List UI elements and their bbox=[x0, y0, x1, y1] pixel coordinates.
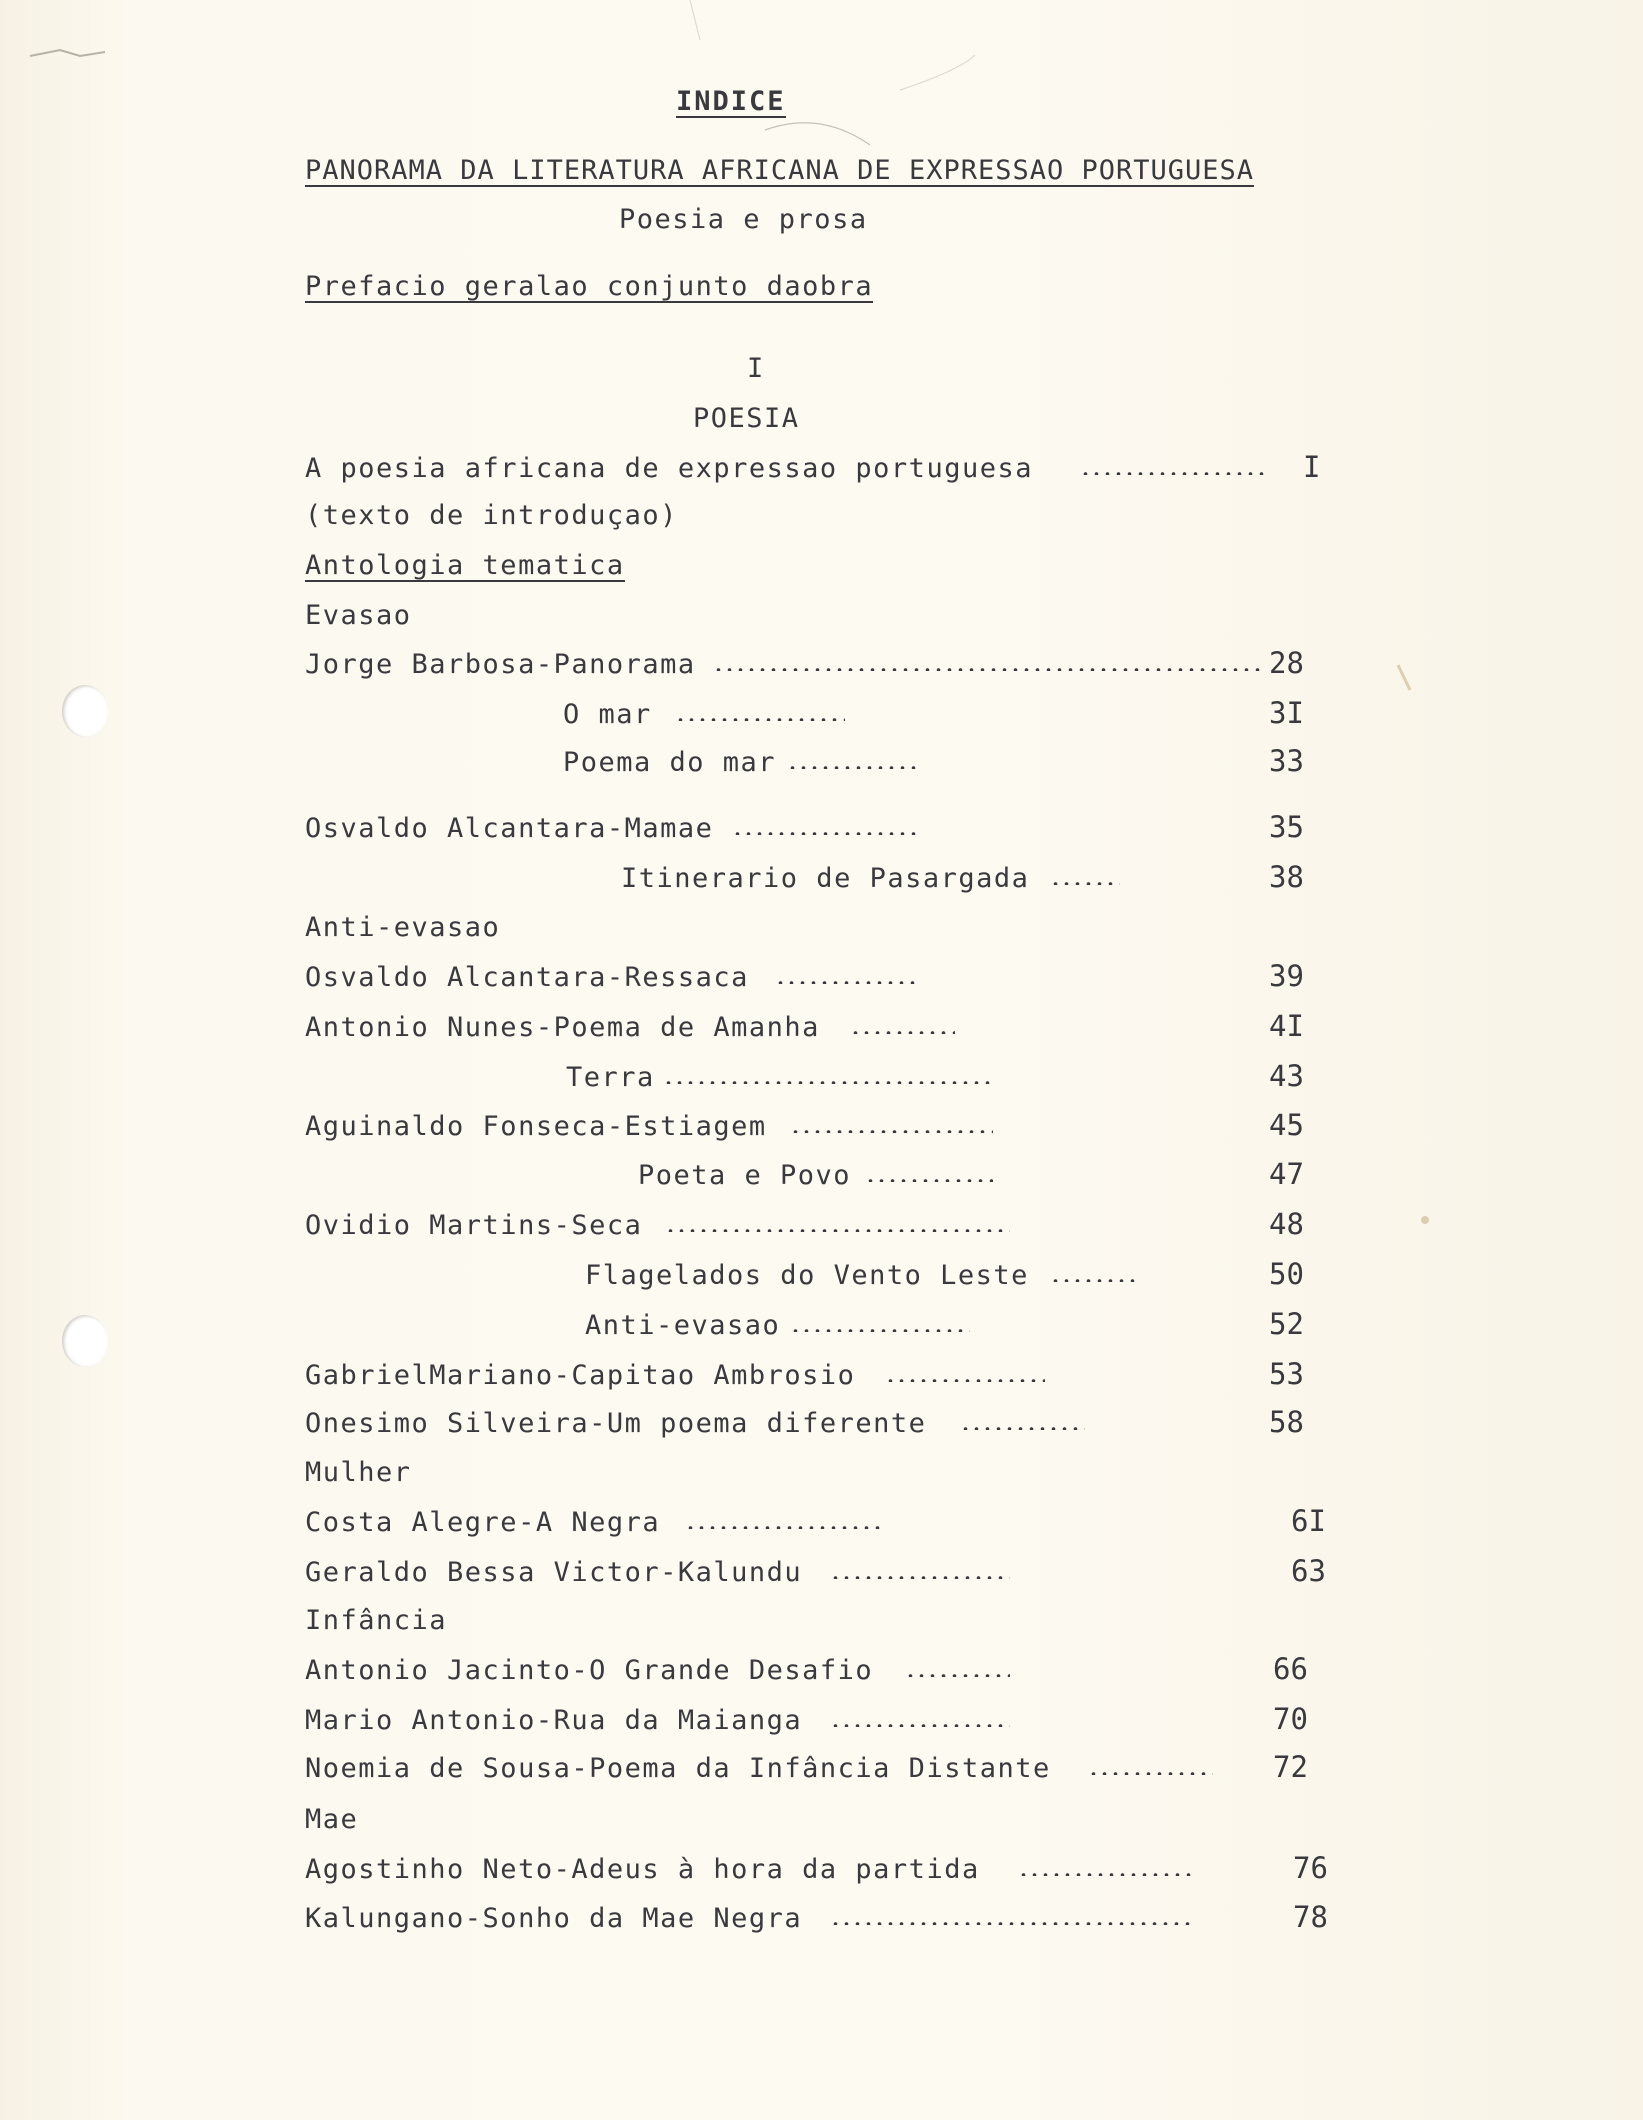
toc-entry: Aguinaldo Fonseca-Estiagem bbox=[305, 1111, 767, 1142]
category-mae: Mae bbox=[305, 1804, 359, 1835]
intro-note: (texto de introduçao) bbox=[305, 500, 678, 531]
toc-page: 4I bbox=[1269, 1009, 1304, 1043]
toc-entry: Ovidio Martins-Seca bbox=[305, 1210, 643, 1241]
toc-page: 66 bbox=[1273, 1652, 1308, 1686]
toc-entry: Kalungano-Sonho da Mae Negra bbox=[305, 1903, 803, 1934]
category-mulher: Mulher bbox=[305, 1457, 412, 1488]
toc-page: 50 bbox=[1269, 1257, 1304, 1291]
toc-entry: Poeta e Povo bbox=[638, 1160, 852, 1191]
toc-page: 78 bbox=[1293, 1900, 1328, 1934]
toc-entry: Costa Alegre-A Negra bbox=[305, 1507, 661, 1538]
toc-page: 53 bbox=[1269, 1357, 1304, 1391]
category-evasao: Evasao bbox=[305, 600, 412, 631]
toc-entry: Itinerario de Pasargada bbox=[621, 863, 1030, 894]
index-title: INDICE bbox=[676, 86, 786, 117]
toc-entry: Flagelados do Vento Leste bbox=[585, 1260, 1029, 1291]
section-name: POESIA bbox=[693, 403, 800, 434]
toc-page: 28 bbox=[1269, 646, 1304, 680]
toc-page: 33 bbox=[1269, 744, 1304, 778]
toc-entry: O mar bbox=[563, 699, 652, 730]
toc-entry: Osvaldo Alcantara-Mamae bbox=[305, 813, 714, 844]
toc-page: 35 bbox=[1269, 810, 1304, 844]
toc-page: 38 bbox=[1269, 860, 1304, 894]
toc-entry: Jorge Barbosa-Panorama bbox=[305, 649, 696, 680]
toc-entry: Antonio Nunes-Poema de Amanha bbox=[305, 1012, 820, 1043]
intro-page: I bbox=[1303, 450, 1321, 484]
toc-entry: Agostinho Neto-Adeus à hora da partida bbox=[305, 1854, 980, 1885]
toc-page: 43 bbox=[1269, 1059, 1304, 1093]
toc-page: 6I bbox=[1291, 1504, 1326, 1538]
toc-entry: Onesimo Silveira-Um poema diferente bbox=[305, 1408, 927, 1439]
toc-entry: Antonio Jacinto-O Grande Desafio bbox=[305, 1655, 874, 1686]
toc-page: 3I bbox=[1269, 696, 1304, 730]
toc-page: 48 bbox=[1269, 1207, 1304, 1241]
main-title: PANORAMA DA LITERATURA AFRICANA DE EXPRESSAO PORTUGUESA bbox=[305, 155, 1255, 186]
toc-entry: Osvaldo Alcantara-Ressaca bbox=[305, 962, 749, 993]
toc-page: 39 bbox=[1269, 959, 1304, 993]
toc-page: 47 bbox=[1269, 1157, 1304, 1191]
anthology-label: Antologia tematica bbox=[305, 550, 625, 581]
toc-entry: GabrielMariano-Capitao Ambrosio bbox=[305, 1360, 856, 1391]
toc-page: 63 bbox=[1291, 1554, 1326, 1588]
section-numeral: I bbox=[747, 353, 765, 384]
subtitle: Poesia e prosa bbox=[619, 204, 868, 235]
category-infancia: Infância bbox=[305, 1605, 448, 1636]
preface-line: Prefacio geralao conjunto daobra bbox=[305, 271, 874, 302]
toc-entry: Geraldo Bessa Victor-Kalundu bbox=[305, 1557, 803, 1588]
toc-entry: Poema do mar bbox=[563, 747, 777, 778]
toc-entry: Terra bbox=[566, 1062, 655, 1093]
toc-page: 76 bbox=[1293, 1851, 1328, 1885]
toc-entry: Anti-evasao bbox=[585, 1310, 781, 1341]
toc-entry: Mario Antonio-Rua da Maianga bbox=[305, 1705, 803, 1736]
toc-page: 72 bbox=[1273, 1750, 1308, 1784]
toc-page: 70 bbox=[1273, 1702, 1308, 1736]
toc-page: 45 bbox=[1269, 1108, 1304, 1142]
toc-entry: Noemia de Sousa-Poema da Infância Distante bbox=[305, 1753, 1051, 1784]
toc-page: 58 bbox=[1269, 1405, 1304, 1439]
toc-page: 52 bbox=[1269, 1307, 1304, 1341]
category-anti-evasao: Anti-evasao bbox=[305, 912, 501, 943]
intro-title: A poesia africana de expressao portuguesa bbox=[305, 453, 1033, 484]
